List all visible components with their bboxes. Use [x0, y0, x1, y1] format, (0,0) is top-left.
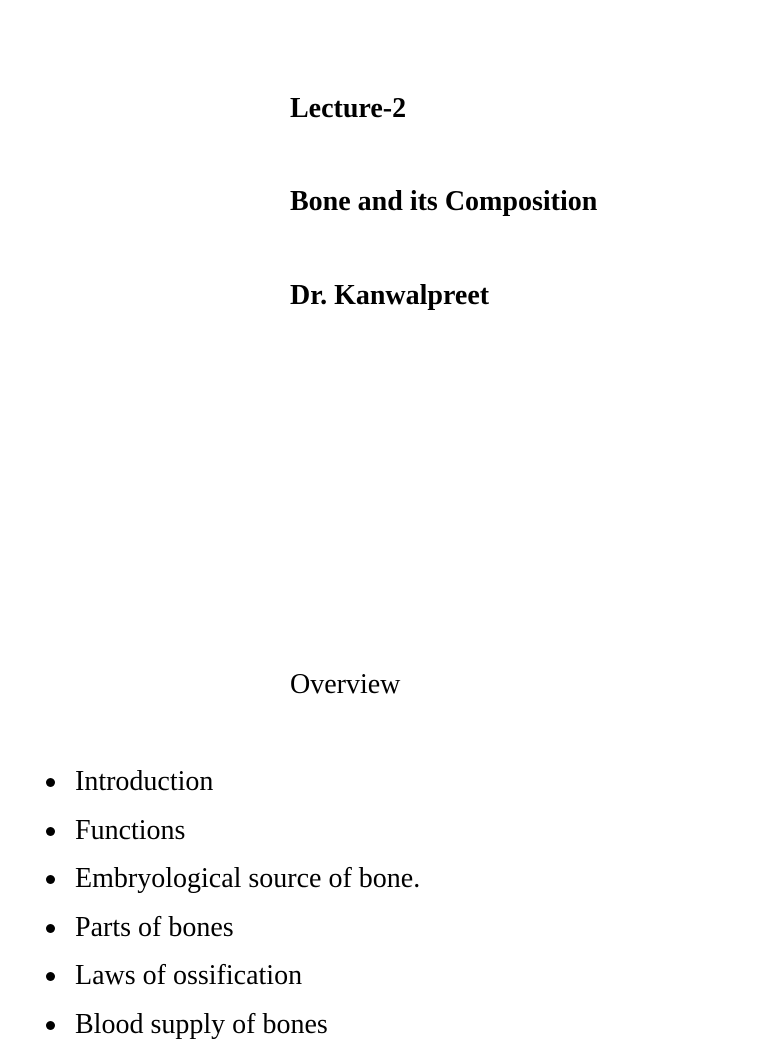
list-item-text: Laws of ossification [75, 960, 303, 992]
bullet-icon [46, 972, 55, 981]
bullet-icon [46, 1021, 55, 1030]
list-item-text: Introduction [75, 766, 214, 797]
bullet-icon [46, 827, 55, 836]
list-item-text: Parts of bones [75, 911, 234, 943]
bullet-icon [46, 875, 55, 884]
bullet-icon [46, 778, 55, 787]
lecture-number: Lecture-2 [290, 93, 407, 124]
bullet-icon [46, 924, 55, 933]
list-item-text: Functions [75, 814, 186, 846]
lecture-topic: Bone and its Composition [290, 186, 598, 217]
lecture-author: Dr. Kanwalpreet [290, 280, 490, 311]
list-item-text: Embryological source of bone. [75, 863, 421, 895]
list-item-text: Blood supply of bones [75, 1008, 328, 1040]
overview-heading: Overview [290, 669, 401, 700]
